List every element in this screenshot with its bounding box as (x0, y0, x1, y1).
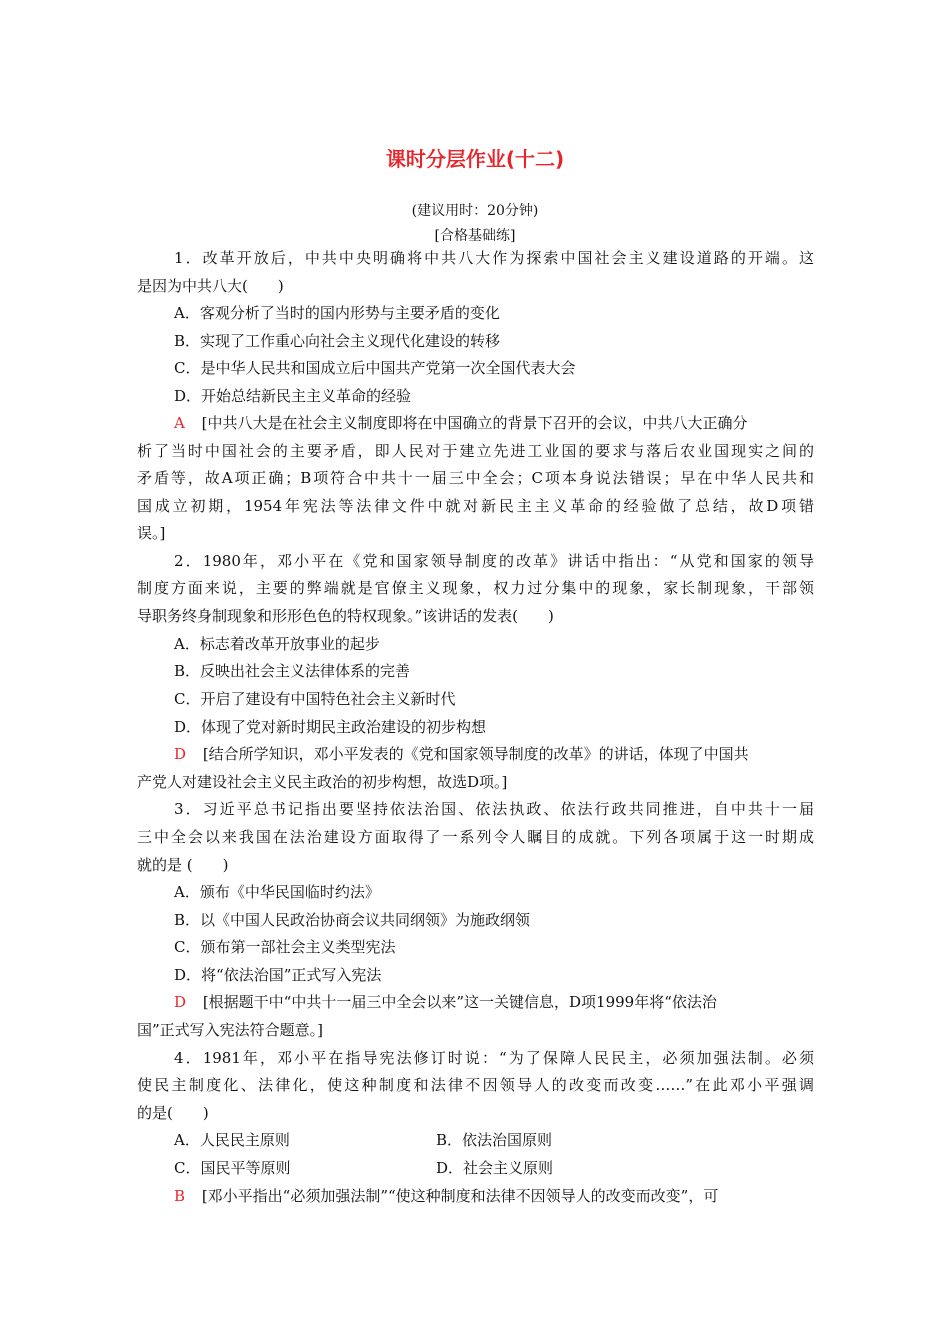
explanation-text: 误。] (137, 524, 166, 542)
question-stem: 是因为中共八大( ) (137, 277, 284, 295)
explanation-text: 析了当时中国社会的主要矛盾，即人民对于建立先进工业国的要求与落后农业国现实之间的 (137, 442, 814, 460)
option-b: B．实现了工作重心向社会主义现代化建设的转移 (174, 332, 501, 350)
option-d: D．体现了党对新时期民主政治建设的初步构想 (174, 718, 487, 736)
option-a: A．标志着改革开放事业的起步 (174, 635, 380, 653)
answer-explanation (174, 413, 814, 433)
option-c: C．颁布第一部社会主义类型宪法 (174, 938, 396, 956)
option-d: D．社会主义原则 (436, 1159, 554, 1177)
question-stem: 2．1980年，邓小平在《党和国家领导制度的改革》讲话中指出：“从党和国家的领导 (174, 552, 814, 570)
option-d: D．将“依法治国”正式写入宪法 (174, 966, 382, 984)
answer-letter: B (174, 1187, 186, 1205)
explanation-text: [结合所学知识，邓小平发表的《党和国家领导制度的改革》的讲话，体现了中国共 (202, 745, 749, 763)
answer-letter: D (174, 745, 187, 763)
option-c: C．国民平等原则 (174, 1159, 291, 1177)
question-stem: 1．改革开放后，中共中央明确将中共八大作为探索中国社会主义建设道路的开端。这 (174, 249, 814, 267)
page-title: 课时分层作业(十二) (385, 147, 565, 171)
time-hint: (建议用时：20分钟) (411, 203, 539, 219)
option-c: C．开启了建设有中国特色社会主义新时代 (174, 690, 456, 708)
answer-explanation (174, 1186, 718, 1206)
explanation-text: 矛盾等，故A项正确；B项符合中共十一届三中全会；C项本身说法错误；早在中华人民共和 (137, 469, 814, 487)
explanation-text: 国成立初期，1954年宪法等法律文件中就对新民主主义革命的经验做了总结，故D项错 (137, 497, 814, 515)
question-stem: 使民主制度化、法律化，使这种制度和法律不因领导人的改变而改变……”在此邓小平强调 (137, 1076, 814, 1094)
answer-letter: D (174, 993, 187, 1011)
answer-explanation (174, 744, 749, 764)
option-a: A．颁布《中华民国临时约法》 (174, 883, 380, 901)
explanation-text: [邓小平指出“必须加强法制”“使这种制度和法律不因领导人的改变而改变”，可 (201, 1187, 719, 1205)
option-a: A．人民民主原则 (174, 1131, 290, 1149)
question-stem: 三中全会以来我国在法治建设方面取得了一系列令人瞩目的成就。下列各项属于这一时期成 (137, 828, 814, 846)
question-stem: 3．习近平总书记指出要坚持依法治国、依法执政、依法行政共同推进，自中共十一届 (174, 800, 814, 818)
option-d: D．开始总结新民主主义革命的经验 (174, 387, 412, 405)
explanation-text: 国”正式写入宪法符合题意。] (137, 1021, 324, 1039)
question-stem: 就的是 ( ) (137, 856, 229, 874)
option-b: B．依法治国原则 (436, 1131, 553, 1149)
section-label: [合格基础练] (434, 228, 516, 244)
explanation-text: [中共八大是在社会主义制度即将在中国确立的背景下召开的会议，中共八大正确分 (201, 414, 748, 432)
option-a: A．客观分析了当时的国内形势与主要矛盾的变化 (174, 304, 500, 322)
explanation-text: 产党人对建设社会主义民主政治的初步构想，故选D项。] (137, 773, 508, 791)
question-stem: 制度方面来说，主要的弊端就是官僚主义现象，权力过分集中的现象，家长制现象，干部领 (137, 579, 814, 597)
option-b: B．以《中国人民政治协商会议共同纲领》为施政纲领 (174, 911, 531, 929)
option-c: C．是中华人民共和国成立后中国共产党第一次全国代表大会 (174, 359, 576, 377)
answer-letter: A (174, 414, 185, 432)
question-stem: 的是( ) (137, 1104, 209, 1122)
option-b: B．反映出社会主义法律体系的完善 (174, 662, 411, 680)
question-stem: 4．1981年，邓小平在指导宪法修订时说：“为了保障人民民主，必须加强法制。必须 (174, 1049, 814, 1067)
explanation-text: [根据题干中“中共十一届三中全会以来”这一关键信息，D项1999年将“依法治 (202, 993, 717, 1011)
question-stem: 导职务终身制现象和形形色色的特权现象。”该讲话的发表( ) (137, 607, 554, 625)
answer-explanation (174, 992, 717, 1012)
